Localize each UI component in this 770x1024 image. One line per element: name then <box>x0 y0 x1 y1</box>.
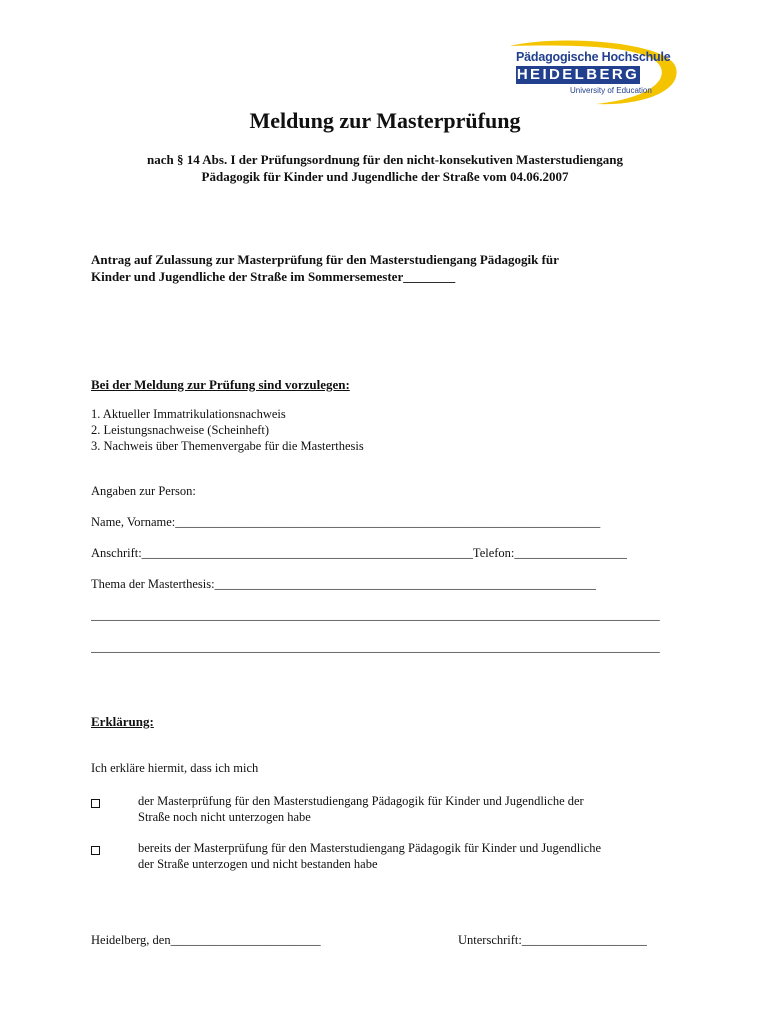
declaration-heading: Erklärung: <box>91 714 154 729</box>
checkbox-taken-and-failed[interactable] <box>91 843 101 852</box>
application-line-2: Kinder und Jugendliche der Straße im Sommersemester________ <box>91 269 456 284</box>
logo-wordmark: HEIDELBERG <box>516 66 640 83</box>
signature-field[interactable]: Unterschrift:____________________ <box>458 933 647 947</box>
address-phone-field[interactable]: Anschrift:_____________________________________________________Telefon:__________________ <box>91 546 627 560</box>
logo-subtitle: University of Education <box>570 86 652 95</box>
place-date-field[interactable]: Heidelberg, den________________________ <box>91 933 321 947</box>
option-not-yet-taken <box>138 793 678 825</box>
university-logo <box>500 40 680 110</box>
thesis-topic-field[interactable]: Thema der Masterthesis:_____________________________________________________________ <box>91 577 596 591</box>
declaration-intro: Ich erkläre hiermit, dass ich mich <box>91 761 259 775</box>
option-line: der Straße unterzogen und nicht bestanden habe <box>138 857 378 871</box>
option-line: Straße noch nicht unterzogen habe <box>138 810 311 824</box>
option-line: der Masterprüfung für den Masterstudiengang Pädagogik für Kinder und Jugendliche der <box>138 794 584 808</box>
requirement-item: 2. Leistungsnachweise (Scheinheft) <box>91 423 270 437</box>
application-statement <box>91 251 691 285</box>
thesis-topic-line-2[interactable]: ___________________________________________________________________________________________ <box>91 608 660 622</box>
requirements-list <box>91 406 364 454</box>
subtitle-line-2: Pädagogik für Kinder und Jugendliche der Straße vom 04.06.2007 <box>201 169 569 184</box>
requirement-item: 3. Nachweis über Themenvergabe für die Masterthesis <box>91 439 364 453</box>
logo-title: Pädagogische Hochschule <box>516 50 671 64</box>
option-taken-and-failed <box>138 840 678 872</box>
name-field[interactable]: Name, Vorname:____________________________________________________________________ <box>91 515 601 529</box>
document-subtitle <box>0 151 770 185</box>
option-line: bereits der Masterprüfung für den Masterstudiengang Pädagogik für Kinder und Jugendliche <box>138 841 602 855</box>
requirements-heading: Bei der Meldung zur Prüfung sind vorzulegen: <box>91 377 350 392</box>
person-heading: Angaben zur Person: <box>91 484 196 498</box>
document-title: Meldung zur Masterprüfung <box>249 108 521 133</box>
checkbox-not-yet-taken[interactable] <box>91 796 101 805</box>
thesis-topic-line-3[interactable]: ___________________________________________________________________________________________ <box>91 640 660 654</box>
requirement-item: 1. Aktueller Immatrikulationsnachweis <box>91 407 286 421</box>
subtitle-line-1: nach § 14 Abs. I der Prüfungsordnung für den nicht-konsekutiven Masterstudiengang <box>147 152 623 167</box>
application-line-1: Antrag auf Zulassung zur Masterprüfung für den Masterstudiengang Pädagogik für <box>91 252 559 267</box>
